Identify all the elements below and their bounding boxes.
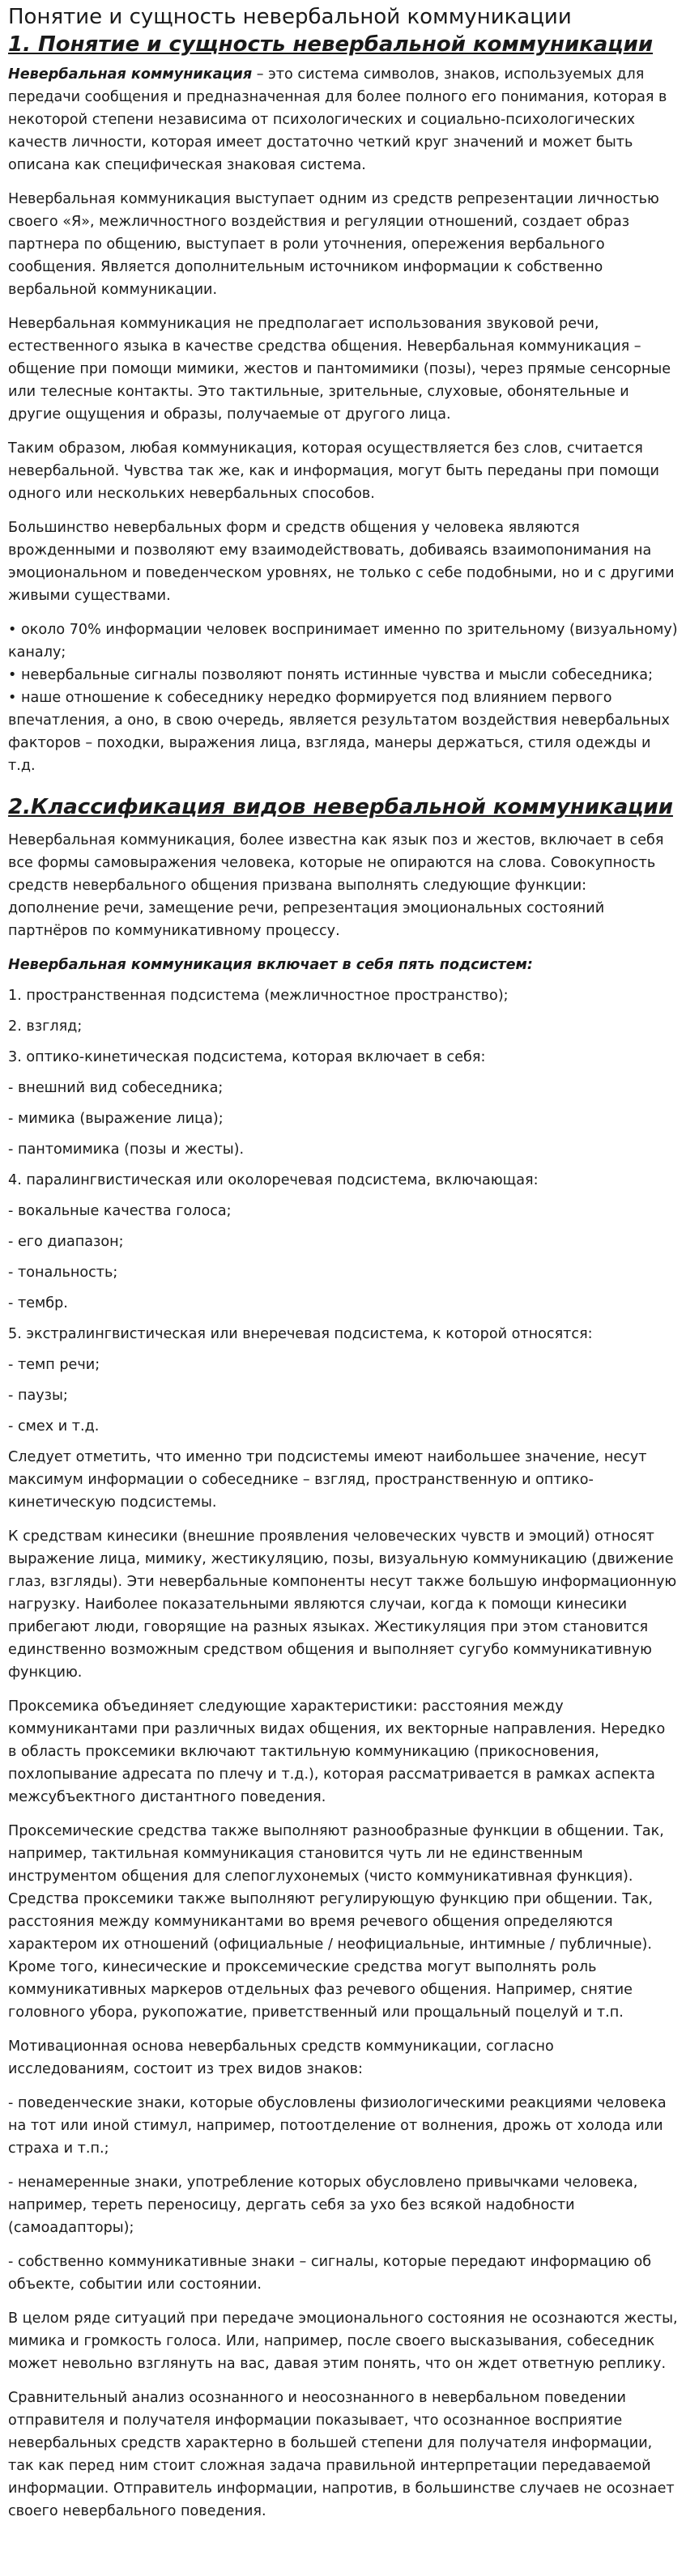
definition-text: – это система символов, знаков, используемых для передачи сообщения и предназначенная для более полного его понимания, которая в некоторой степени независима от психологических и социально-психологических качеств личности, которая имеет достаточно четкий круг значений и может быть описана как специфическая знаковая система.	[8, 66, 667, 173]
paragraph: К средствам кинесики (внешние проявления человеческих чувств и эмоций) относят выражение лица, мимику, жестикуляцию, позы, визуальную коммуникацию (движение глаз, взгляды). Эти невербальные компоненты несут также большую информационную нагрузку. Наиболее показательными являются случаи, когда к помощи кинесики прибегают люди, говорящие на разных языках. Жестикуляция при этом становится единственно возможным средством общения и выполняет сугубо коммуникативную функцию.	[8, 1528, 677, 1681]
bullet-item: • невербальные сигналы позволяют понять истинные чувства и мысли собеседника;	[8, 667, 654, 683]
definition-term: Невербальная коммуникация	[8, 66, 253, 83]
subsystems-list	[8, 984, 678, 1438]
section-1-heading: 1. Понятие и сущность невербальной коммуникации	[8, 32, 654, 57]
paragraph: Проксемика объединяет следующие характеристики: расстояния между коммуникантами при различных видах общения, их векторные направления. Нередко в область проксемики включают тактильную коммуникацию (прикосновения, похлопывание адресата по плечу и т.д.), которая рассматривается в рамках аспекта межсубъектного дистантного поведения.	[8, 1698, 666, 1805]
list-item: - его диапазон;	[8, 1234, 124, 1250]
list-item: - внешний вид собеседника;	[8, 1080, 224, 1096]
paragraph: - ненамеренные знаки, употребление которых обусловлено привычками человека, например, тереть переносицу, дергать себя за ухо без всякой надобности (самоадапторы);	[8, 2174, 638, 2236]
paragraph: - собственно коммуникативные знаки – сигналы, которые передают информацию об объекте, событии или состоянии.	[8, 2254, 652, 2293]
list-item: - вокальные качества голоса;	[8, 1203, 232, 1219]
list-item: - смех и т.д.	[8, 1418, 100, 1435]
list-item: - тональность;	[8, 1265, 118, 1281]
paragraph: Следует отметить, что именно три подсистемы имеют наибольшее значение, несут максимум информации о собеседнике – взгляд, пространственную и оптико-кинетическую подсистемы.	[8, 1449, 647, 1511]
list-item: 1. пространственная подсистема (межличностное пространство);	[8, 988, 509, 1004]
paragraph: Невербальная коммуникация не предполагает использования звуковой речи, естественного языка в качестве средства общения. Невербальная коммуникация – общение при помощи мимики, жестов и пантомимики (позы), через прямые сенсорные или телесные контакты. Это тактильные, зрительные, слуховые, обонятельные и другие ощущения и образы, получаемые от другого лица.	[8, 316, 671, 423]
paragraph: Сравнительный анализ осознанного и неосознанного в невербальном поведении отправителя и получателя информации показывает, что осознанное восприятие невербальных средств характерно в большей степени для получателя информации, так как перед ним стоит сложная задача правильной интерпретации передаваемой информации. Отправитель информации, напротив, в большинстве случаев не осознает своего невербального поведения.	[8, 2390, 675, 2519]
paragraph: Проксемические средства также выполняют разнообразные функции в общении. Так, например, тактильная коммуникация становится чуть ли не единственным инструментом общения для слепоглухонемых (чисто коммуникативная функция). Средства проксемики также выполняют регулирующую функцию при общении. Так, расстояния между коммуникантами во время речевого общения определяются характером их отношений (официальные / неофициальные, интимные / публичные). Кроме того, кинесические и проксемические средства могут выполнять роль коммуникативных маркеров отдельных фаз речевого общения. Например, снятие головного убора, рукопожатие, приветственный или прощальный поцелуй и т.п.	[8, 1823, 664, 2021]
list-item: 4. паралингвистическая или околоречевая подсистема, включающая:	[8, 1172, 539, 1188]
list-item: 3. оптико-кинетическая подсистема, которая включает в себя:	[8, 1049, 486, 1065]
definition-paragraph	[8, 63, 678, 176]
section-2-heading: 2.Классификация видов невербальной коммуникации	[8, 795, 673, 819]
list-item: - мимика (выражение лица);	[8, 1111, 224, 1127]
paragraph: Мотивационная основа невербальных средств коммуникации, согласно исследованиям, состоит из трех видов знаков:	[8, 2038, 554, 2077]
paragraph: Невербальная коммуникация выступает одним из средств репрезентации личностью своего «Я», межличностного воздействия и регуляции отношений, создает образ партнера по общению, выступает в роли уточнения, опережения вербального сообщения. Является дополнительным источником информации к собственно вербальной коммуникации.	[8, 191, 659, 298]
paragraph: Большинство невербальных форм и средств общения у человека являются врожденными и позволяют ему взаимодействовать, добиваясь взаимопонимания на эмоциональном и поведенческом уровнях, не только с себе подобными, но и с другими живыми существами.	[8, 520, 675, 604]
paragraph: - поведенческие знаки, которые обусловлены физиологическими реакциями человека на тот или иной стимул, например, потоотделение от волнения, дрожь от холода или страха и т.п.;	[8, 2095, 667, 2157]
subsystems-subheading: Невербальная коммуникация включает в себя пять подсистем:	[8, 957, 533, 973]
paragraph: Таким образом, любая коммуникация, которая осуществляется без слов, считается невербальной. Чувства так же, как и информация, могут быть переданы при помощи одного или нескольких невербальных способов.	[8, 440, 659, 502]
list-item: - темп речи;	[8, 1357, 100, 1373]
bullet-list	[8, 618, 678, 777]
paragraph: В целом ряде ситуаций при передаче эмоционального состояния не осознаются жесты, мимика и громкость голоса. Или, например, после своего высказывания, собеседник может невольно взглянуть на вас, давая этим понять, что он ждет ответную реплику.	[8, 2310, 678, 2372]
paragraph: Невербальная коммуникация, более известна как язык поз и жестов, включает в себя все формы самовыражения человека, которые не опираются на слова. Совокупность средств невербального общения призвана выполнять следующие функции: дополнение речи, замещение речи, репрезентация эмоциональных состояний партнёров по коммуникативному процессу.	[8, 832, 664, 939]
list-item: - тембр.	[8, 1295, 68, 1311]
list-item: 5. экстралингвистическая или внеречевая подсистема, к которой относятся:	[8, 1326, 593, 1342]
list-item: - паузы;	[8, 1388, 68, 1404]
page-title: Понятие и сущность невербальной коммуникации	[8, 5, 572, 29]
list-item: 2. взгляд;	[8, 1018, 83, 1035]
bullet-item: • наше отношение к собеседнику нередко формируется под влиянием первого впечатления, а оно, в свою очередь, является результатом воздействия невербальных факторов – походки, выражения лица, взгляда, манеры держаться, стиля одежды и т.д.	[8, 690, 670, 774]
list-item: - пантомимика (позы и жесты).	[8, 1141, 245, 1158]
bullet-item: • около 70% информации человек воспринимает именно по зрительному (визуальному) каналу;	[8, 622, 678, 661]
